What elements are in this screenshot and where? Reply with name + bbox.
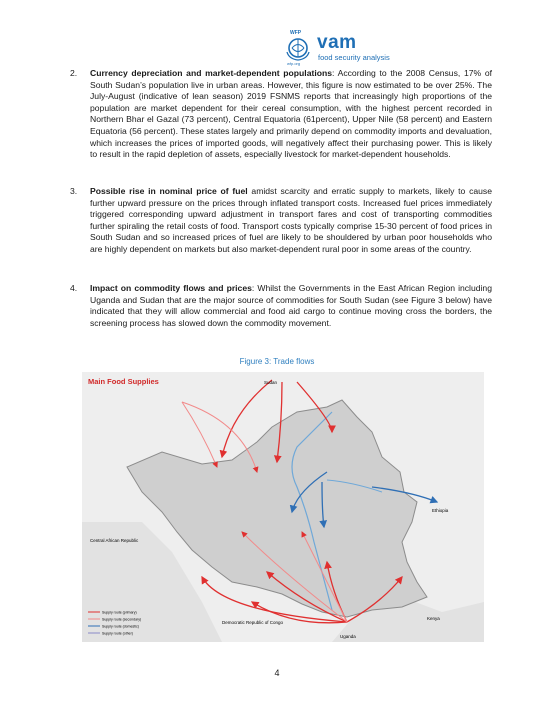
map-title: Main Food Supplies: [88, 377, 159, 386]
label-car: Central African Republic: [90, 538, 139, 543]
vam-brand: vam: [317, 32, 357, 53]
paragraph-item-2: [70, 68, 492, 161]
vam-tagline: food security analysis: [318, 53, 390, 62]
paragraph-item-4: [70, 283, 492, 329]
page-number: 4: [274, 668, 280, 678]
item-number: 4.: [70, 283, 78, 293]
figure-caption: Figure 3: Trade flows: [239, 357, 315, 366]
wfp-label: WFP: [290, 30, 302, 36]
wfp-sub-label: wfp.org: [287, 61, 301, 66]
label-ethiopia: Ethiopia: [432, 508, 449, 513]
item-text: : According to the 2008 Census, 17% of South Sudan’s population live in urban areas. However, this figure is now estimated to be over 25%. The July-August (indicative of lean season) 2019 FSNMS reports that increasingly high proportions of the population are market dependent for their cereal consumption, with the highest percent recorded in Northern Bhar el Gazal (73 percent), Central Equatoria (61percent), Upper Nile (58 percent) and Eastern Equatoria (56 percent). These states largely and primarily depend on commodity imports and devaluation, which increases the prices of imported goods, will negatively affect their purchasing power. This is likely to result in the rapid depletion of assets, especially livestock for market-dependent households.: [90, 68, 492, 160]
item-text: : Whilst the Governments in the East African Region including Uganda and Sudan that are the major source of commodities for South Sudan (see Figure 3 below) have indicated that they will allow commercial and food aid cargo to continue moving cross the borders, the screening process has slowed down the commodity movement.: [90, 283, 492, 328]
item-number: 3.: [70, 186, 78, 196]
item-text: amidst scarcity and erratic supply to markets, likely to cause further upward pressure on the prices through inflated transport costs. Increased fuel prices immediately triggered corresponding upward adjustment in transport fares and cost of transporting commodities further spiraling the retail costs of food. Transport costs typically comprise 15-30 percent of food prices in South Sudan and so increased prices of fuel are likely to be shouldered by urban poor households who are highly dependent on markets but also market-dependent rural poor in some areas of the country.: [90, 186, 492, 254]
label-uganda: Uganda: [340, 634, 356, 639]
trade-flows-map: [82, 372, 484, 642]
label-kenya: Kenya: [427, 616, 440, 621]
legend-item: Supply route (primary): [102, 610, 137, 615]
wfp-vam-logo: [283, 30, 393, 66]
paragraph-item-3: [70, 186, 492, 256]
wfp-emblem-icon: [283, 32, 313, 62]
item-heading: Currency depreciation and market-dependent populations: [90, 68, 332, 78]
legend-item: Supply route (other): [102, 631, 133, 636]
item-number: 2.: [70, 68, 78, 78]
item-heading: Impact on commodity flows and prices: [90, 283, 252, 293]
legend-item: Supply route (secondary): [102, 617, 142, 622]
label-drc: Democratic Republic of Congo: [222, 620, 284, 625]
item-heading: Possible rise in nominal price of fuel: [90, 186, 248, 196]
legend-item: Supply route (domestic): [102, 624, 139, 629]
label-sudan: Sudan: [264, 380, 278, 385]
